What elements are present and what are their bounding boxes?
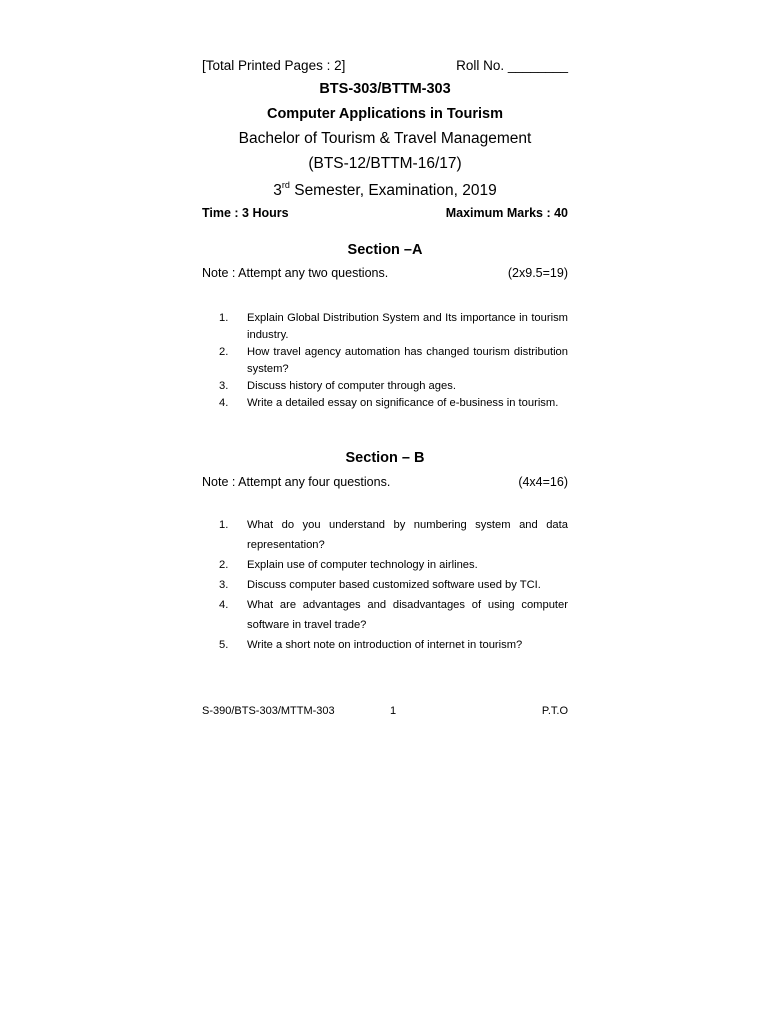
subject-title: Computer Applications in Tourism <box>266 106 504 122</box>
semester-line <box>202 180 568 200</box>
question-number: 1. <box>219 312 229 324</box>
question-number: 3. <box>219 579 229 591</box>
list-item <box>219 595 568 635</box>
section-a-questions <box>219 310 568 412</box>
question-text: Explain use of computer technology in airlines. <box>247 559 478 571</box>
question-text: Explain Global Distribution System and Its importance in tourism industry. <box>247 312 568 341</box>
list-item <box>219 515 568 555</box>
list-item <box>219 378 568 395</box>
footer-pto: P.T.O <box>541 705 568 717</box>
scheme-code: (BTS-12/BTTM-16/17) <box>308 155 462 172</box>
footer-code: S-390/BTS-303/MTTM-303 <box>202 705 335 717</box>
question-number: 1. <box>219 519 229 531</box>
section-b-heading: Section – B <box>345 450 425 466</box>
section-b-note: Note : Attempt any four questions. <box>202 475 391 489</box>
question-number: 4. <box>219 599 229 611</box>
section-b-questions <box>219 515 568 655</box>
question-number: 4. <box>219 397 229 409</box>
question-number: 3. <box>219 380 229 392</box>
question-number: 2. <box>219 346 229 358</box>
section-a-heading: Section –A <box>347 242 423 258</box>
question-text: What are advantages and disadvantages of using computer software in travel trade? <box>247 599 568 631</box>
max-marks-label: Maximum Marks : 40 <box>445 206 568 220</box>
list-item <box>219 395 568 412</box>
list-item <box>219 310 568 344</box>
roll-no-label: Roll No. ________ <box>456 58 568 73</box>
time-label: Time : 3 Hours <box>202 206 289 220</box>
semester-number: 3 <box>273 182 282 199</box>
question-text: How travel agency automation has changed tourism distribution system? <box>247 346 568 375</box>
section-b-marks: (4x4=16) <box>518 475 568 489</box>
program-name: Bachelor of Tourism & Travel Management <box>238 130 532 147</box>
question-number: 2. <box>219 559 229 571</box>
question-text: Write a short note on introduction of internet in tourism? <box>247 639 523 651</box>
list-item <box>219 555 568 575</box>
question-text: Discuss computer based customized software used by TCI. <box>247 579 541 591</box>
paper-code: BTS-303/BTTM-303 <box>319 81 451 97</box>
question-text: What do you understand by numbering system and data representation? <box>247 519 568 551</box>
list-item <box>219 575 568 595</box>
section-a-marks: (2x9.5=19) <box>507 266 568 280</box>
total-pages-label: [Total Printed Pages : 2] <box>202 58 346 73</box>
question-text: Write a detailed essay on significance of e-business in tourism. <box>247 397 559 409</box>
question-text: Discuss history of computer through ages. <box>247 380 456 392</box>
semester-text: Semester, Examination, 2019 <box>289 182 497 199</box>
semester-suffix: rd <box>281 180 290 190</box>
list-item <box>219 344 568 378</box>
footer-page-number: 1 <box>390 705 397 717</box>
question-number: 5. <box>219 639 229 651</box>
list-item <box>219 635 568 655</box>
section-a-note: Note : Attempt any two questions. <box>202 266 389 280</box>
